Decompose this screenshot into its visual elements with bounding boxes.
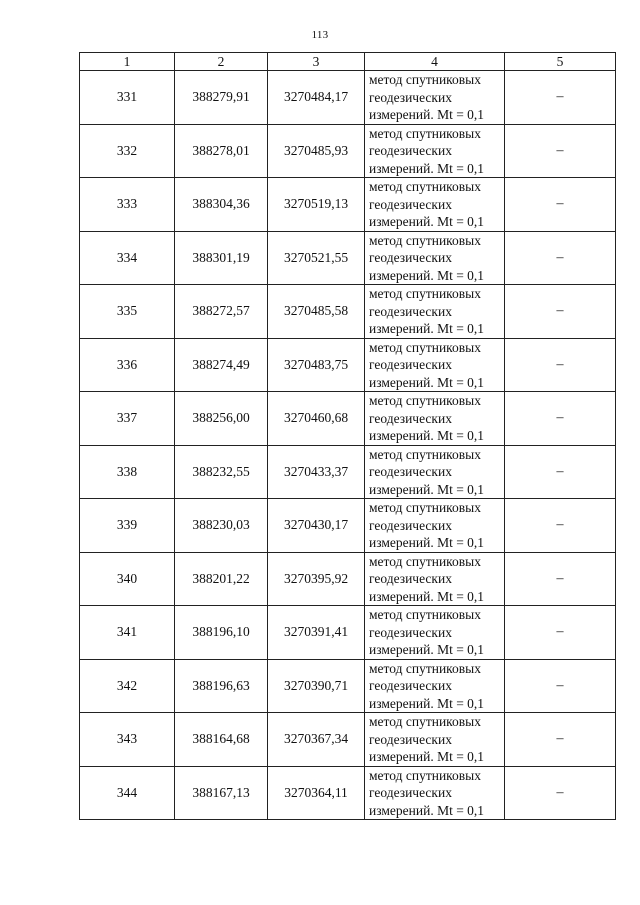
method-cell — [365, 659, 505, 713]
coordinate-y-cell: 3270483,75 — [268, 338, 365, 392]
coordinate-x-cell: 388272,57 — [175, 285, 268, 339]
method-line-2: геодезических — [369, 464, 452, 479]
coordinate-x-cell: 388232,55 — [175, 445, 268, 499]
coordinate-x-cell: 388201,22 — [175, 552, 268, 606]
method-line-1: метод спутниковых — [369, 72, 481, 87]
table-row — [80, 766, 616, 820]
note-cell: – — [505, 392, 616, 446]
method-cell — [365, 713, 505, 767]
table-row — [80, 552, 616, 606]
coordinate-y-cell: 3270519,13 — [268, 178, 365, 232]
method-line-3: измерений. Mt = 0,1 — [369, 267, 485, 283]
method-line-3: измерений. Mt = 0,1 — [369, 749, 485, 764]
method-line-3: измерений. Mt = 0,1 — [369, 695, 485, 711]
method-line-3: измерений. Mt = 0,1 — [369, 481, 485, 497]
header-col-2: 2 — [175, 53, 268, 71]
coordinate-y-cell: 3270367,34 — [268, 713, 365, 767]
note-cell: – — [505, 124, 616, 178]
method-line-2: геодезических — [369, 624, 452, 640]
note-cell: – — [505, 445, 616, 499]
method-line-2: геодезических — [369, 678, 452, 693]
point-number-cell: 339 — [80, 499, 175, 553]
coordinate-y-cell: 3270364,11 — [268, 766, 365, 820]
coordinate-x-cell: 388196,10 — [175, 606, 268, 660]
table-header — [80, 53, 616, 71]
method-line-1: метод спутниковых — [369, 179, 481, 194]
point-number-cell: 342 — [80, 659, 175, 713]
method-line-2: геодезических — [369, 196, 452, 212]
method-cell — [365, 178, 505, 232]
table-row — [80, 499, 616, 553]
method-line-2: геодезических — [369, 89, 452, 105]
method-line-3: измерений. Mt = 0,1 — [369, 160, 485, 176]
coordinate-x-cell: 388164,68 — [175, 713, 268, 767]
coordinate-x-cell: 388279,91 — [175, 71, 268, 125]
table-body — [80, 71, 616, 820]
method-line-3: измерений. Mt = 0,1 — [369, 535, 485, 550]
method-line-1: метод спутниковых — [369, 607, 481, 622]
header-col-3: 3 — [268, 53, 365, 71]
method-line-3: измерений. Mt = 0,1 — [369, 428, 485, 443]
method-cell — [365, 499, 505, 553]
coordinate-x-cell: 388196,63 — [175, 659, 268, 713]
method-cell — [365, 124, 505, 178]
point-number-cell: 338 — [80, 445, 175, 499]
header-row — [80, 53, 616, 71]
method-line-1: метод спутниковых — [369, 286, 481, 301]
method-cell — [365, 606, 505, 660]
page-number: 113 — [311, 29, 329, 41]
point-number-cell: 337 — [80, 392, 175, 446]
method-line-1: метод спутниковых — [369, 446, 481, 462]
coordinate-x-cell: 388301,19 — [175, 231, 268, 285]
method-line-1: метод спутниковых — [369, 125, 481, 141]
point-number-cell: 340 — [80, 552, 175, 606]
header-col-4: 4 — [365, 53, 505, 71]
note-cell: – — [505, 659, 616, 713]
method-line-3: измерений. Mt = 0,1 — [369, 214, 485, 229]
method-line-2: геодезических — [369, 303, 452, 319]
note-cell: – — [505, 178, 616, 232]
table-row — [80, 285, 616, 339]
coordinates-table — [79, 52, 616, 820]
method-line-1: метод спутниковых — [369, 714, 481, 729]
note-cell: – — [505, 71, 616, 125]
method-line-1: метод спутниковых — [369, 339, 481, 355]
method-line-3: измерений. Mt = 0,1 — [369, 107, 485, 122]
point-number-cell: 335 — [80, 285, 175, 339]
note-cell: – — [505, 606, 616, 660]
method-line-1: метод спутниковых — [369, 393, 481, 408]
method-line-1: метод спутниковых — [369, 500, 481, 515]
method-line-2: геодезических — [369, 785, 452, 800]
method-cell — [365, 766, 505, 820]
header-col-5: 5 — [505, 53, 616, 71]
method-line-2: геодезических — [369, 731, 452, 747]
coordinate-y-cell: 3270484,17 — [268, 71, 365, 125]
method-line-2: геодезических — [369, 357, 452, 372]
method-line-2: геодезических — [369, 143, 452, 158]
method-line-3: измерений. Mt = 0,1 — [369, 642, 485, 657]
method-line-2: геодезических — [369, 410, 452, 426]
point-number-cell: 336 — [80, 338, 175, 392]
method-line-1: метод спутниковых — [369, 232, 481, 248]
table-row — [80, 124, 616, 178]
table-row — [80, 71, 616, 125]
note-cell: – — [505, 338, 616, 392]
coordinate-y-cell: 3270391,41 — [268, 606, 365, 660]
method-line-1: метод спутниковых — [369, 660, 481, 676]
method-line-3: измерений. Mt = 0,1 — [369, 588, 485, 604]
table-row — [80, 659, 616, 713]
point-number-cell: 331 — [80, 71, 175, 125]
table-row — [80, 606, 616, 660]
coordinate-x-cell: 388167,13 — [175, 766, 268, 820]
method-line-1: метод спутниковых — [369, 553, 481, 569]
coordinate-y-cell: 3270395,92 — [268, 552, 365, 606]
method-line-3: измерений. Mt = 0,1 — [369, 374, 485, 390]
coordinate-y-cell: 3270485,93 — [268, 124, 365, 178]
note-cell: – — [505, 499, 616, 553]
table-row — [80, 445, 616, 499]
method-line-1: метод спутниковых — [369, 767, 481, 783]
table-row — [80, 392, 616, 446]
note-cell: – — [505, 231, 616, 285]
method-line-3: измерений. Mt = 0,1 — [369, 802, 485, 818]
coordinate-y-cell: 3270433,37 — [268, 445, 365, 499]
coordinate-y-cell: 3270390,71 — [268, 659, 365, 713]
coordinate-y-cell: 3270460,68 — [268, 392, 365, 446]
table-row — [80, 338, 616, 392]
coordinate-x-cell: 388304,36 — [175, 178, 268, 232]
header-col-1: 1 — [80, 53, 175, 71]
coordinate-y-cell: 3270521,55 — [268, 231, 365, 285]
method-cell — [365, 392, 505, 446]
coordinate-x-cell: 388278,01 — [175, 124, 268, 178]
point-number-cell: 332 — [80, 124, 175, 178]
point-number-cell: 344 — [80, 766, 175, 820]
coordinate-x-cell: 388256,00 — [175, 392, 268, 446]
note-cell: – — [505, 285, 616, 339]
method-line-2: геодезических — [369, 571, 452, 586]
method-line-2: геодезических — [369, 517, 452, 533]
method-cell — [365, 71, 505, 125]
method-cell — [365, 552, 505, 606]
point-number-cell: 334 — [80, 231, 175, 285]
point-number-cell: 333 — [80, 178, 175, 232]
coordinate-x-cell: 388274,49 — [175, 338, 268, 392]
point-number-cell: 341 — [80, 606, 175, 660]
coordinate-y-cell: 3270430,17 — [268, 499, 365, 553]
note-cell: – — [505, 552, 616, 606]
coordinate-y-cell: 3270485,58 — [268, 285, 365, 339]
point-number-cell: 343 — [80, 713, 175, 767]
method-line-3: измерений. Mt = 0,1 — [369, 321, 485, 336]
table-row — [80, 178, 616, 232]
coordinate-x-cell: 388230,03 — [175, 499, 268, 553]
method-cell — [365, 445, 505, 499]
note-cell: – — [505, 766, 616, 820]
table-row — [80, 231, 616, 285]
method-line-2: геодезических — [369, 250, 452, 265]
method-cell — [365, 231, 505, 285]
method-cell — [365, 338, 505, 392]
note-cell: – — [505, 713, 616, 767]
method-cell — [365, 285, 505, 339]
table-row — [80, 713, 616, 767]
